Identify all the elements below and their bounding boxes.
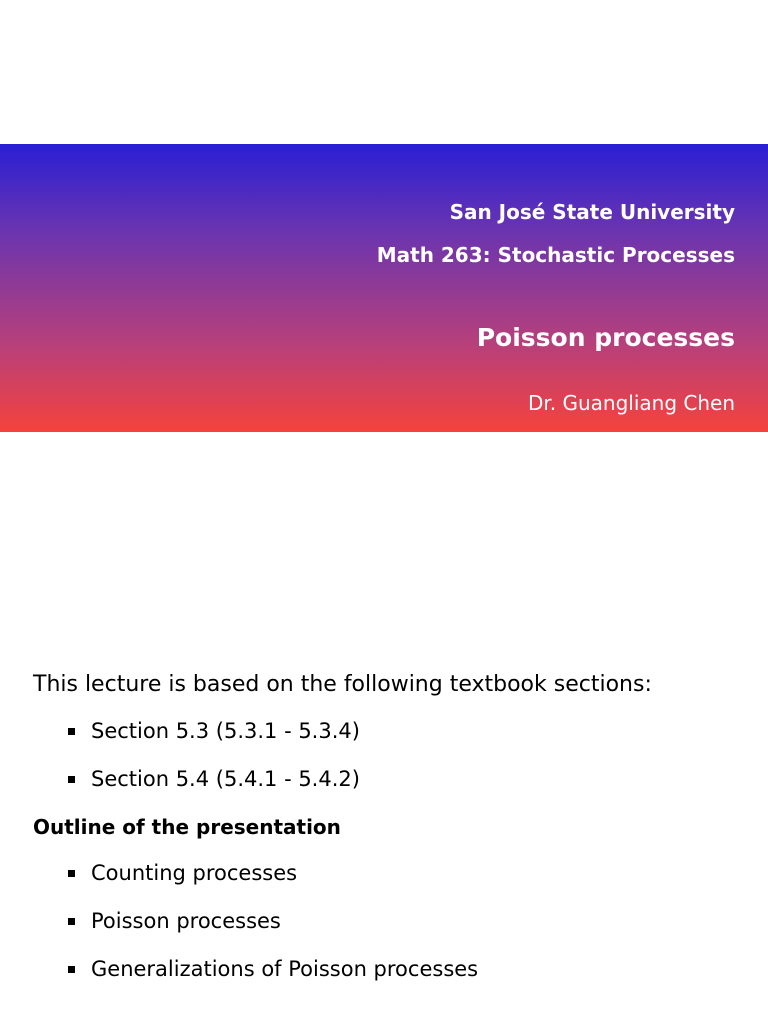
bullet-square-icon xyxy=(68,776,75,783)
bullet-square-icon xyxy=(68,918,75,925)
slide-content xyxy=(33,670,733,1002)
outline-heading: Outline of the presentation xyxy=(33,815,341,839)
bullet-square-icon xyxy=(68,728,75,735)
bullet-square-icon xyxy=(68,966,75,973)
bullet-square-icon xyxy=(68,870,75,877)
sections-list xyxy=(33,716,733,794)
list-item xyxy=(33,716,733,746)
author-name: Dr. Guangliang Chen xyxy=(527,391,735,415)
lecture-title: Poisson processes xyxy=(476,323,735,352)
list-item-label: Section 5.4 (5.4.1 - 5.4.2) xyxy=(91,767,360,791)
list-item xyxy=(33,954,733,984)
outline-list xyxy=(33,858,733,984)
intro-text: This lecture is based on the following textbook sections: xyxy=(33,672,652,697)
list-item-label: Section 5.3 (5.3.1 - 5.3.4) xyxy=(91,719,360,743)
course-name: Math 263: Stochastic Processes xyxy=(376,243,735,267)
list-item xyxy=(33,858,733,888)
university-name: San José State University xyxy=(449,200,735,224)
list-item-label: Poisson processes xyxy=(91,909,281,933)
title-banner xyxy=(0,144,768,432)
list-item xyxy=(33,906,733,936)
list-item xyxy=(33,764,733,794)
list-item-label: Counting processes xyxy=(91,861,298,885)
list-item-label: Generalizations of Poisson processes xyxy=(91,957,479,981)
